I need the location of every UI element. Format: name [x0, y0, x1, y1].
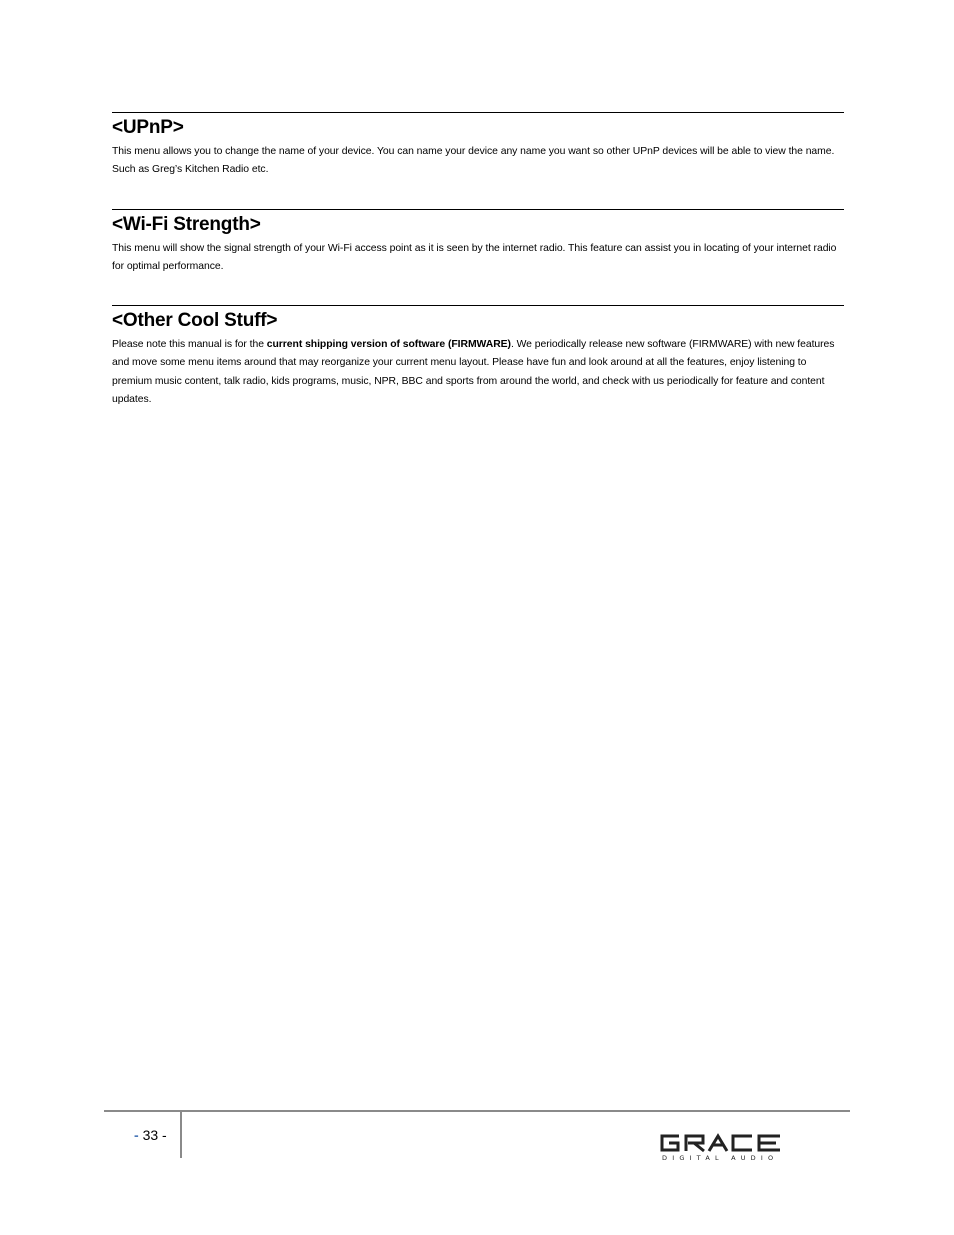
- page-number-prefix: -: [134, 1127, 139, 1143]
- logo-wordmark: [662, 1136, 780, 1151]
- section-heading: <Other Cool Stuff>: [112, 310, 278, 331]
- footer-vertical-divider: [180, 1112, 182, 1158]
- section-other-cool-stuff: [112, 305, 844, 410]
- section-body: This menu allows you to change the name of your device. You can name your device any name you want so other UPnP devices will be able to view the name. Such as Greg’s Kitchen Radio etc.: [112, 146, 835, 176]
- page-number: [134, 1126, 167, 1144]
- footer-divider: [104, 1110, 850, 1112]
- body-text-bold: current shipping version of software (FIRMWARE): [266, 339, 511, 350]
- page-number-suffix: -: [162, 1127, 167, 1143]
- svg-text:DIGITAL AUDIO: DIGITAL AUDIO: [662, 1154, 779, 1162]
- body-text-post: . We periodically release new software (FIRMWARE) with new features and move some menu items around that may reorganize your current menu layout. Please have fun and look around at all the features, enjoy listening to premium music content, talk radio, kids programs, music, NPR, BBC and sports from around the world, and check with us periodically for feature and content updates.: [112, 339, 835, 406]
- section-upnp: [112, 112, 844, 180]
- section-wifi-strength: [112, 209, 844, 277]
- section-body: This menu will show the signal strength of your Wi-Fi access point as it is seen by the internet radio. This feature can assist you in locating of your internet radio for optimal performance.: [112, 243, 837, 273]
- grace-digital-audio-logo: [658, 1132, 782, 1162]
- body-text-pre: Please note this manual is for the: [112, 339, 267, 350]
- section-divider: [112, 112, 844, 113]
- logo-subtext: [662, 1154, 778, 1162]
- section-body: [112, 336, 844, 410]
- section-divider: [112, 305, 844, 306]
- section-divider: [112, 209, 844, 210]
- section-heading: <UPnP>: [112, 117, 184, 138]
- section-heading: <Wi-Fi Strength>: [112, 214, 261, 235]
- page-number-value: 33: [142, 1127, 159, 1143]
